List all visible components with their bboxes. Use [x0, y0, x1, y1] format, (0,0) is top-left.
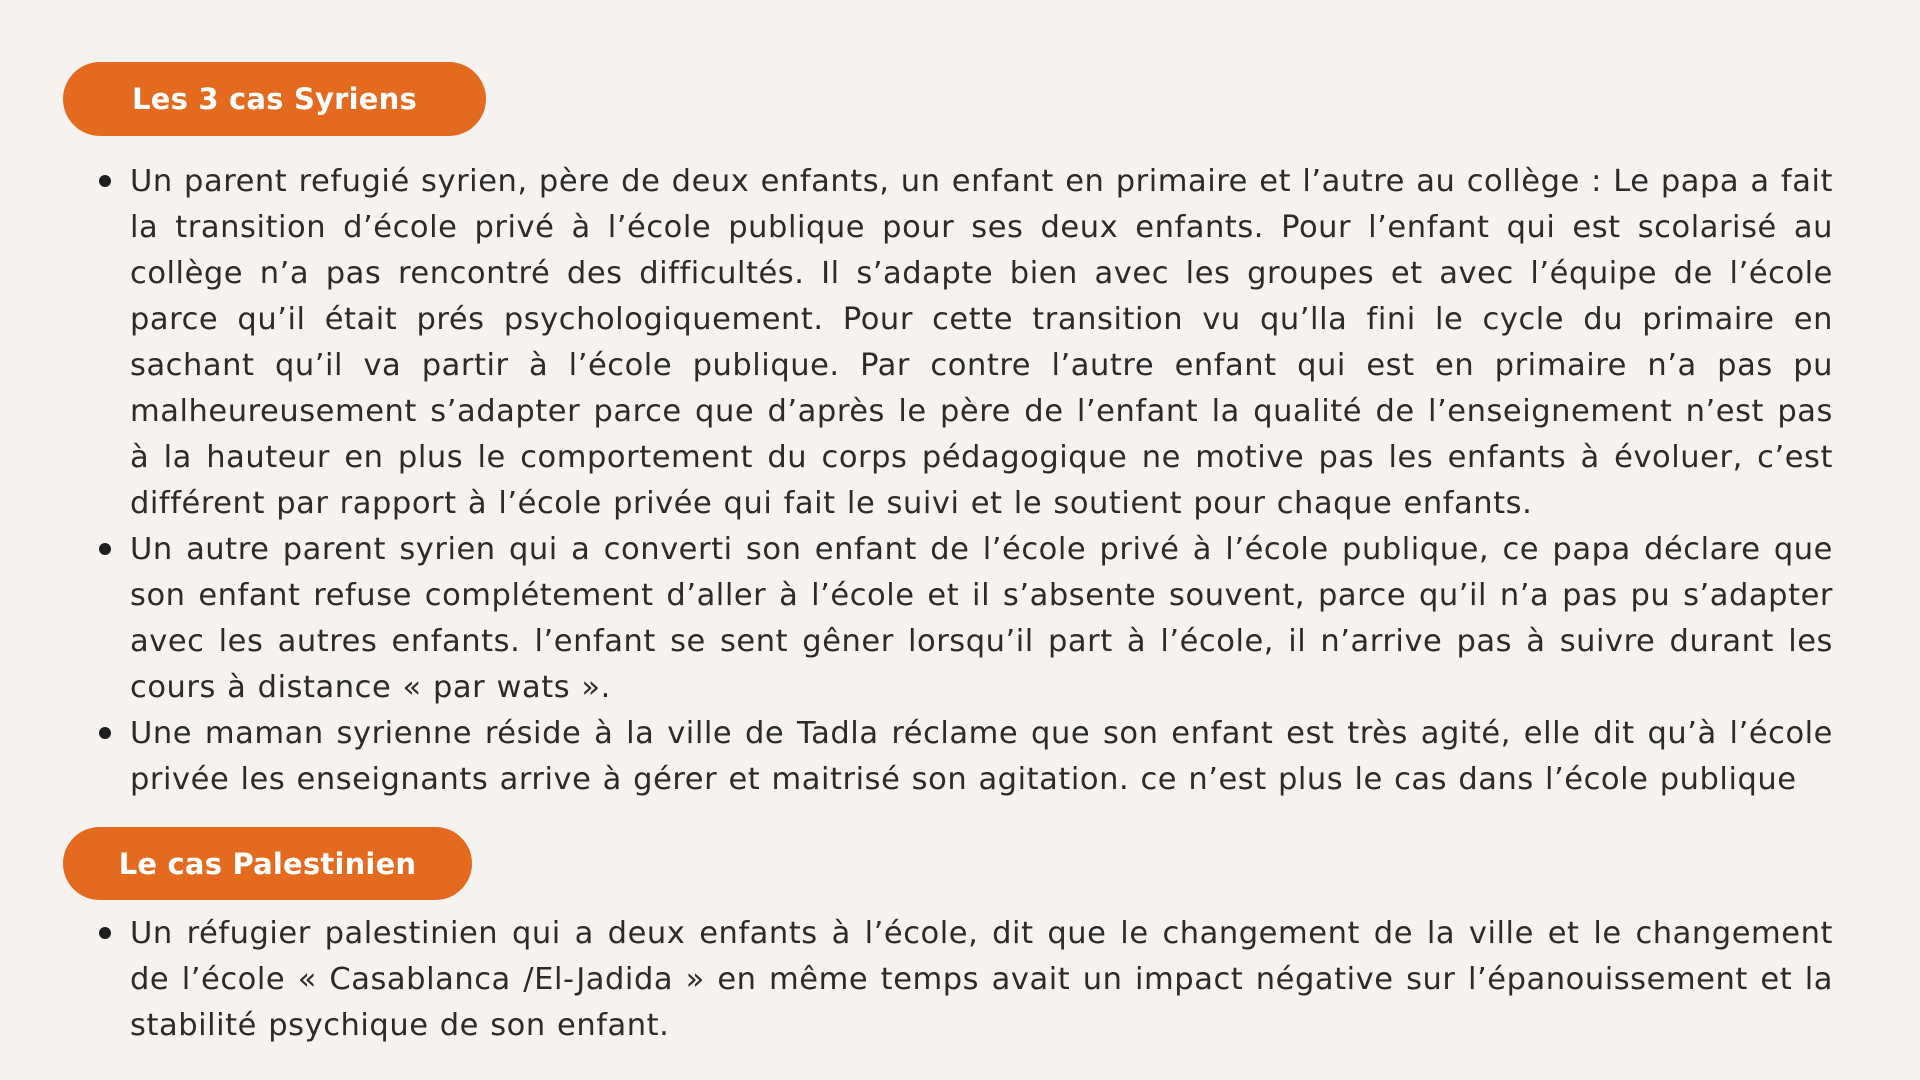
- bullet-icon: [99, 543, 111, 555]
- list-item-text: Un réfugier palestinien qui a deux enfants à l’école, dit que le changement de la ville et le changement de l’école « Casablanca /El-Jadida » en même temps avait un impact négative sur l’épanouissement et la stabilité psychique de son enfant.: [130, 916, 1833, 1043]
- section-heading-label: Le cas Palestinien: [118, 846, 417, 881]
- bullet-icon: [99, 927, 111, 939]
- bullet-list-palestinien: [130, 911, 1833, 1049]
- list-item: [130, 159, 1833, 527]
- section-heading-syriens: [63, 62, 486, 136]
- list-item: [130, 527, 1833, 711]
- bullet-list-syriens: [130, 159, 1833, 803]
- list-item-text: Un parent refugié syrien, père de deux enfants, un enfant en primaire et l’autre au collège : Le papa a fait la transition d’école privé à l’école publique pour ses deux enfants. Pour l’enfant qui est scolarisé au collège n’a pas rencontré des difficultés. Il s’adapte bien avec les groupes et avec l’équipe de l’école parce qu’il était prés psychologiquement. Pour cette transition vu qu’lla fini le cycle du primaire en sachant qu’il va partir à l’école publique. Par contre l’autre enfant qui est en primaire n’a pas pu malheureusement s’adapter parce que d’après le père de l’enfant la qualité de l’enseignement n’est pas à la hauteur en plus le comportement du corps pédagogique ne motive pas les enfants à évoluer, c’est différent par rapport à l’école privée qui fait le suivi et le soutient pour chaque enfants.: [130, 164, 1833, 521]
- bullet-icon: [99, 175, 111, 187]
- list-item-text: Un autre parent syrien qui a converti son enfant de l’école privé à l’école publique, ce papa déclare que son enfant refuse complétement d’aller à l’école et il s’absente souvent, parce qu’il n’a pas pu s’adapter avec les autres enfants. l’enfant se sent gêner lorsqu’il part à l’école, il n’arrive pas à suivre durant les cours à distance « par wats ».: [130, 532, 1833, 705]
- section-heading-palestinien: [63, 827, 472, 900]
- bullet-icon: [99, 727, 111, 739]
- list-item: [130, 911, 1833, 1049]
- section-heading-label: Les 3 cas Syriens: [132, 82, 417, 116]
- list-item: [130, 711, 1833, 803]
- list-item-text: Une maman syrienne réside à la ville de Tadla réclame que son enfant est très agité, elle dit qu’à l’école privée les enseignants arrive à gérer et maitrisé son agitation. ce n’est plus le cas dans l’école publique: [130, 716, 1833, 797]
